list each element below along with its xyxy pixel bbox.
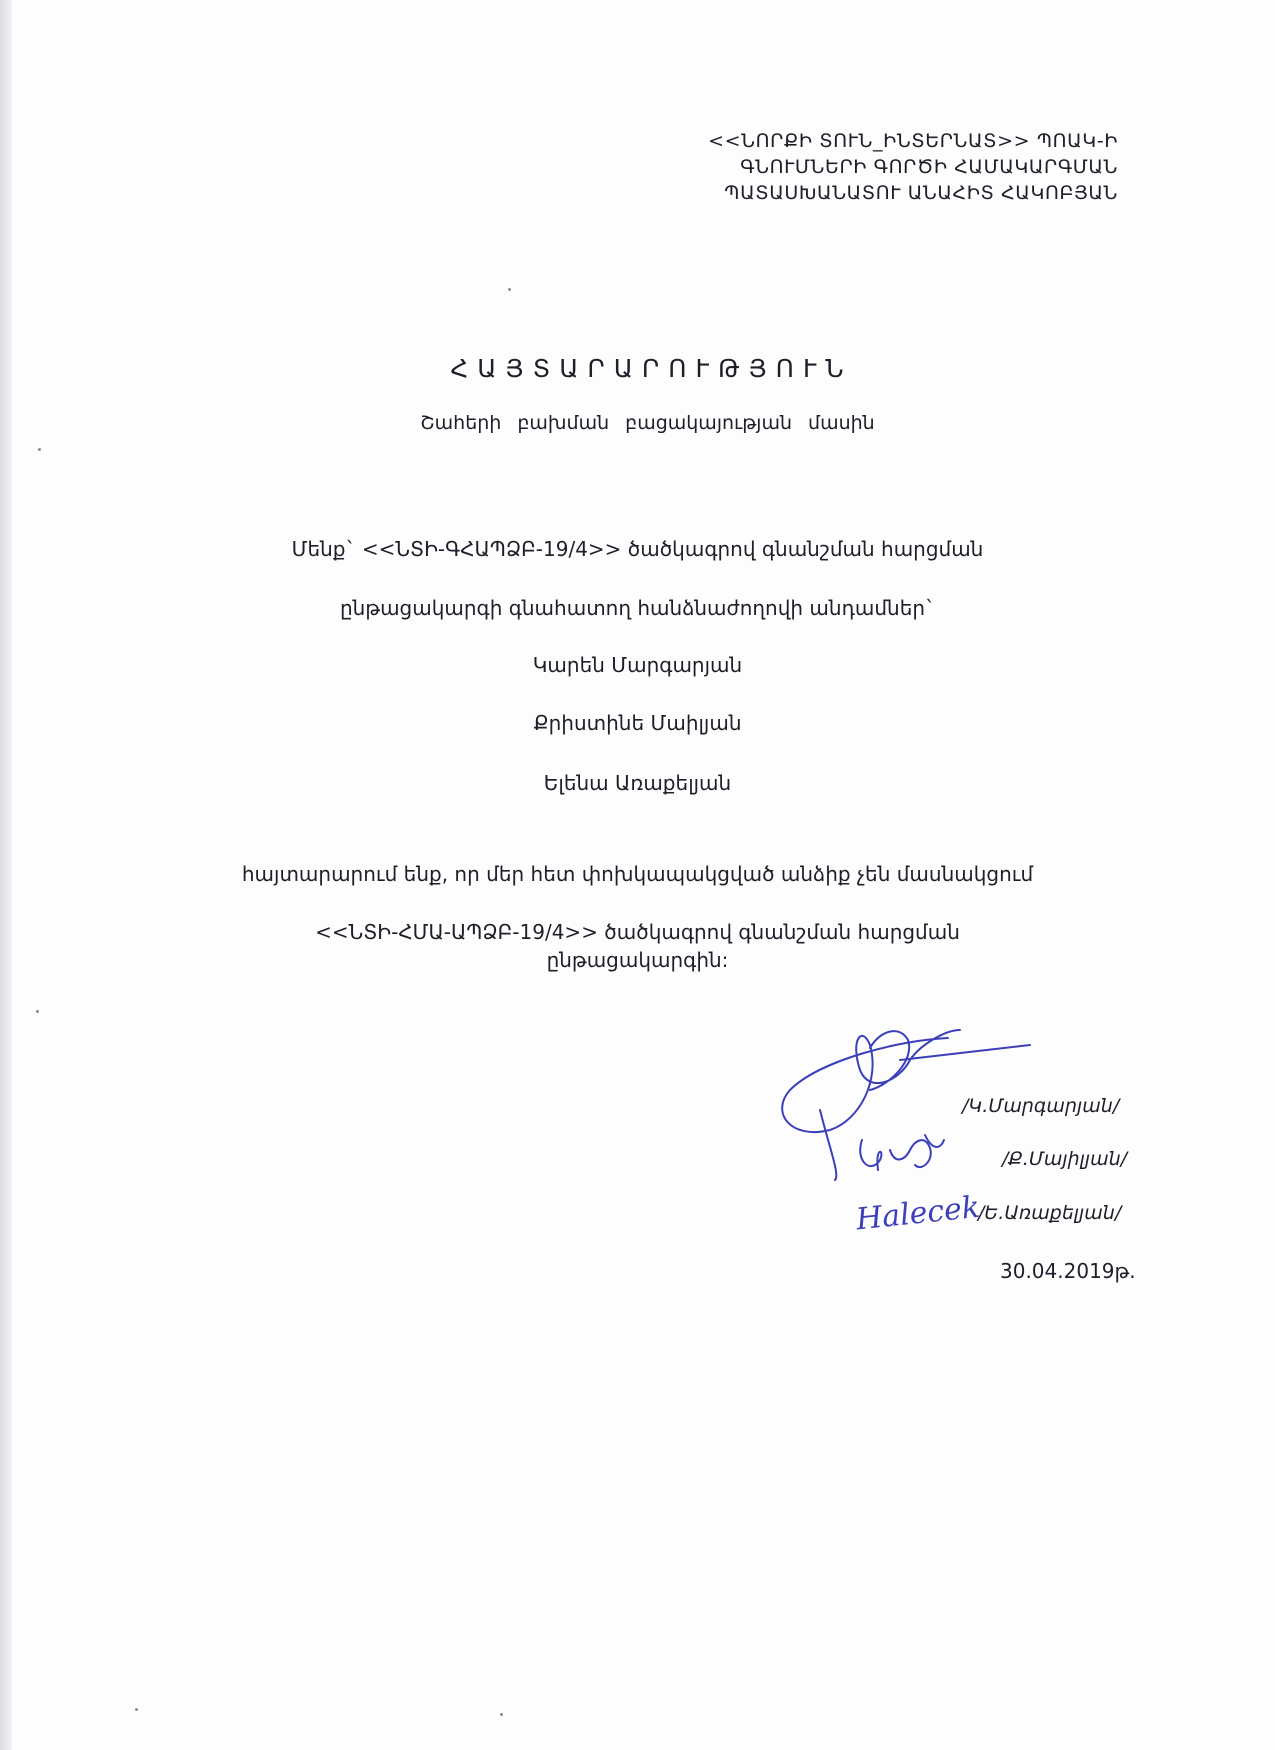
committee-member-3: Ելենա Առաքելյան (543, 771, 732, 795)
signature-name-2: /Ք.Մայիլյան/ (1002, 1148, 1128, 1170)
document-date: 30.04.2019թ. (1000, 1259, 1136, 1283)
body-line-3: հայտարարում ենք, որ մեր հետ փոխկապակցված անձիք չեն մասնակցում (241, 862, 1034, 886)
scan-speck (135, 1708, 138, 1711)
addressee-line-2: ԳՆՈՒՄՆԵՐԻ ԳՈՐԾԻ ՀԱՄԱԿԱՐԳՄԱՆ (740, 156, 1118, 178)
body-line-1: Մենք` <<ՆՏԻ-ԳՀԱՊՁԲ-19/4>> ծածկագրով գնանշման հարցման (291, 537, 984, 561)
signature-2-stroke (860, 1135, 944, 1170)
addressee-block (708, 128, 1118, 206)
committee-member-1: Կարեն Մարգարյան (532, 653, 743, 677)
scan-speck (500, 1713, 503, 1716)
committee-member-2: Քրիստինե Մաիլյան (533, 711, 742, 735)
document-title: ՀԱՅՏԱՐԱՐՈՒԹՅՈՒՆ (450, 354, 853, 383)
scan-speck (508, 288, 511, 291)
document-subtitle: Շահերի բախման բացակայության մասին (420, 412, 875, 434)
body-line-2: ընթացակարգի գնահատող հանձնաժողովի անդամներ` (339, 596, 936, 620)
body-line-4: <<ՆՏԻ-ՀՄԱ-ԱՊՁԲ-19/4>> ծածկագրով գնանշման հարցման (315, 920, 960, 944)
signature-name-1: /Կ.Մարգարյան/ (962, 1095, 1120, 1117)
scan-speck (38, 448, 41, 451)
signature-name-3: /Ե.Առաքելյան/ (978, 1202, 1122, 1224)
signature-3-handwriting: Halecek (854, 1189, 982, 1238)
body-line-5: ընթացակարգին: (546, 948, 729, 972)
scan-speck (36, 1010, 39, 1013)
addressee-line-3: ՊԱՏԱՍԽԱՆԱՏՈՒ ԱՆԱՀԻՏ ՀԱԿՈԲՅԱՆ (724, 182, 1118, 204)
addressee-line-1: <<ՆՈՐՔԻ ՏՈՒՆ_ԻՆՏԵՐՆԱՏ>> ՊՈԱԿ-Ի (708, 130, 1118, 152)
